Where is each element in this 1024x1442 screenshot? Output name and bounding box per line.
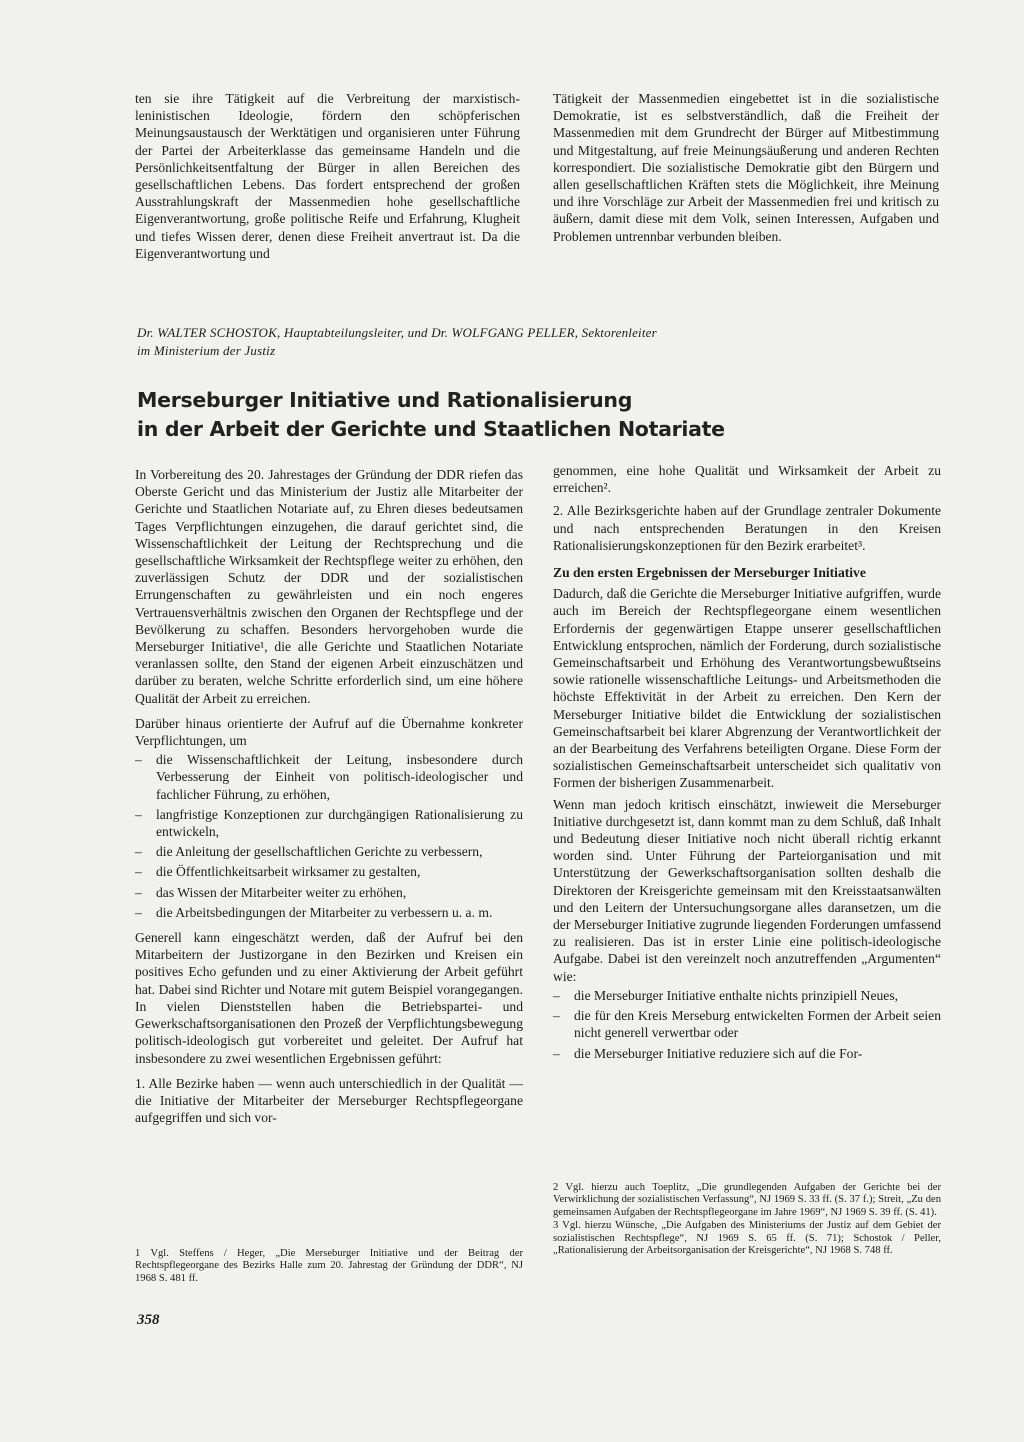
byline-line: im Ministerium der Justiz [137,343,276,358]
byline-line: Dr. WALTER SCHOSTOK, Hauptabteilungsleiter, und Dr. WOLFGANG PELLER, Sektorenleiter [137,325,657,340]
paragraph: Tätigkeit der Massenmedien eingebettet ist in die sozialistische Demokratie, ist es selbstverständlich, daß die Freiheit der Massenmedien mit dem Grundrecht der Bürger auf Mitbestimmung und Mitgestaltung, auf freie Meinungsäußerung und anderen Rechten korrespondiert. Die sozialistische Demokratie gibt den Bürgern und allen gesellschaftlichen Kräften stets die Möglichkeit, ihre Meinung und ihre Vorschläge zur Arbeit der Massenmedien frei und kritisch zu äußern, damit diese mit dem Volk, seinen Interessen, Aufgaben und Problemen untrennbar verbunden bleiben. [553,91,939,244]
footnotes-left [135,1248,523,1285]
article-left-column [135,466,523,1126]
article-title [137,386,927,444]
paragraph: Dadurch, daß die Gerichte die Merseburger Initiative aufgriffen, wurde auch im Bereich der Rechtspflegeorgane einem wesentlichen Erfordernis der gegenwärtigen Etappe unserer gesellschaftlichen Entwicklung entsprochen, nämlich der Forderung, durch sozialistische Gemeinschaftsarbeit und Erhöhung des Verantwortungsbewußtseins sowie rationelle wissenschaftliche Leitungs- und Arbeitsmethoden die höchste Effektivität in der Arbeit zu erreichen. Den Kern der Merseburger Initiative bildet die Entwicklung der sozialistischen Gemeinschaftsarbeit bei klarer Abgrenzung der Verantwortlichkeit der an der Bearbeitung des Verfahrens beteiligten Organe. Diese Form der sozialistischen Gemeinschaftsarbeit unterscheidet sich qualitativ von Formen der bisherigen Zusammenarbeit. [553,586,941,791]
section-heading: Zu den ersten Ergebnissen der Merseburger Initiative [553,565,866,581]
paragraph: 1. Alle Bezirke haben — wenn auch unterschiedlich in der Qualität — die Initiative der Mitarbeiter der Merseburger Rechtspflegeorgane aufgegriffen und sich vor- [135,1075,523,1126]
footnote: 1 Vgl. Steffens / Heger, „Die Merseburger Initiative und der Beitrag der Rechtspflegeorgane des Bezirks Halle zum 20. Jahrestag der Gründung der DDR“, NJ 1968 S. 481 ff. [135,1248,523,1284]
paragraph: Wenn man jedoch kritisch einschätzt, inwieweit die Merseburger Initiative durchgesetzt ist, dann kommt man zu dem Schluß, daß Inhalt und Bedeutung dieser Initiative noch nicht überall richtig erkannt worden sind. Unter Führung der Parteiorganisation und mit Unterstützung der Gewerkschaftsorganisation sollten deshalb die Direktoren der Kreisgerichte gemeinsam mit den Kreisstaatsanwälten und den Leitern der Untersuchungsorgane alles daransetzen, um die der Merseburger Initiative zugrunde liegenden Forderungen umfassend zu realisieren. Das ist in erster Linie eine politisch-ideologische Aufgabe. Dabei ist den vereinzelt noch anzutreffenden „Argumenten“ wie: [553,796,941,984]
title-line: in der Arbeit der Gerichte und Staatlichen Notariate [137,417,725,441]
top-right-column [553,90,939,245]
paragraph: 2. Alle Bezirksgerichte haben auf der Grundlage zentraler Dokumente und nach entsprechenden Beratungen in den Kreisen Rationalisierungskonzeptionen für den Bezirk erarbeitet³. [553,503,941,553]
top-left-column [135,90,520,262]
paragraph: genommen, eine hohe Qualität und Wirksamkeit der Arbeit zu erreichen². [553,463,941,496]
paragraph: ten sie ihre Tätigkeit auf die Verbreitung der marxistisch-leninistischen Ideologie, fördern den schöpferischen Meinungsaustausch der Werktätigen und organisieren unter Führung der Partei der Arbeiterklasse das gemeinsame Handeln und die Persönlichkeitsentfaltung der Bürger in allen Bereichen des gesellschaftlichen Lebens. Das fordert entsprechend der großen Ausstrahlungskraft der Massenmedien hohe gesellschaftliche Eigenverantwortung, große politische Reife und Erfahrung, Klugheit und tiefes Wissen derer, denen diese Freiheit anvertraut ist. Da die Eigenverantwortung und [135,91,520,261]
article-byline [137,324,927,360]
title-line: Merseburger Initiative und Rationalisierung [137,388,633,412]
commitments-list [135,751,523,921]
arguments-list [553,987,941,1062]
paragraph: In Vorbereitung des 20. Jahrestages der Gründung der DDR riefen das Oberste Gericht und das Ministerium der Justiz alle Mitarbeiter der Gerichte und Staatlichen Notariate auf, zu Ehren dieses bedeutsamen Tages Verpflichtungen einzugehen, die darauf gerichtet sind, die Wissenschaftlichkeit der Leitung der Rechtsprechung und die gesellschaftliche Wirksamkeit der Rechtspflege weiter zu erhöhen, den zuverlässigen Schutz der DDR und der sozialistischen Errungenschaften zu gewährleisten und ein noch engeres Vertrauensverhältnis zwischen den Organen der Rechtspflege und der Bevölkerung zu schaffen. Besonders hervorgehoben wurde die Merseburger Initiative¹, die alle Gerichte und Staatlichen Notariate veranlassen sollte, den Stand der eigenen Arbeit einzuschätzen und darüber zu beraten, welche Schritte erforderlich sind, um eine höhere Qualität der Arbeit zu erreichen. [135,467,523,706]
footnotes-right [553,1182,941,1257]
footnote: 3 Vgl. hierzu Wünsche, „Die Aufgaben des Ministeriums der Justiz auf dem Gebiet der sozialistischen Rechtspflege“, NJ 1969 S. 65 ff. (S. 71); Schostok / Peller, „Rationalisierung der Arbeitsorganisation der Kreisgerichte“, NJ 1968 S. 748 ff. [553,1220,941,1257]
paragraph: Generell kann eingeschätzt werden, daß der Aufruf bei den Mitarbeitern der Justizorgane in den Bezirken und Kreisen ein positives Echo gefunden und zu einer Aktivierung der Arbeit geführt hat. Dabei sind Richter und Notare mit gutem Beispiel vorangegangen. In vielen Dienststellen haben die Betriebspartei- und Gewerkschaftsorganisationen den Prozeß der Verpflichtungsbewegung politisch-ideologisch gut vorbereitet und geleitet. Der Aufruf hat insbesondere zu zwei wesentlichen Ergebnissen geführt: [135,930,523,1066]
list-item: – die Öffentlichkeitsarbeit wirksamer zu gestalten, [135,863,523,880]
list-item: – die Merseburger Initiative enthalte nichts prinzipiell Neues, [553,987,941,1004]
list-item: – das Wissen der Mitarbeiter weiter zu erhöhen, [135,884,523,901]
list-item: – die Arbeitsbedingungen der Mitarbeiter zu verbessern u. a. m. [135,904,523,921]
list-item: – langfristige Konzeptionen zur durchgängigen Rationalisierung zu entwickeln, [135,806,523,840]
list-item: – die Anleitung der gesellschaftlichen Gerichte zu verbessern, [135,843,523,860]
article-right-column [553,462,941,1066]
list-item: – die Wissenschaftlichkeit der Leitung, insbesondere durch Verbesserung der Einheit von politisch-ideologischer und fachlicher Führung, zu erhöhen, [135,751,523,803]
list-item: – die Merseburger Initiative reduziere sich auf die For- [553,1045,941,1062]
paragraph: Darüber hinaus orientierte der Aufruf auf die Übernahme konkreter Verpflichtungen, um [135,715,523,749]
footnote: 2 Vgl. hierzu auch Toeplitz, „Die grundlegenden Aufgaben der Gerichte bei der Verwirklichung der sozialistischen Verfassung“, NJ 1969 S. 33 ff. (S. 37 f.); Streit, „Zu den gemeinsamen Aufgaben der Rechtspflegeorgane im Jahre 1969“, NJ 1969 S. 39 ff. (S. 41). [553,1182,941,1218]
list-item: – die für den Kreis Merseburg entwickelten Formen der Arbeit seien nicht generell verwertbar oder [553,1007,941,1041]
page-number: 358 [137,1312,160,1328]
